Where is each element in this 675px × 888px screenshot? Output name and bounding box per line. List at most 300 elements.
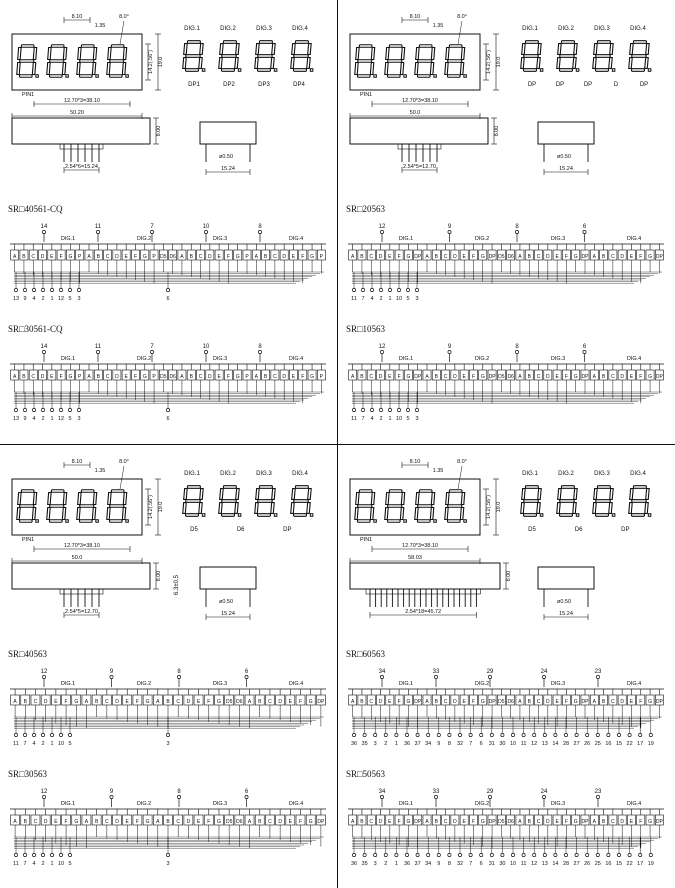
segment-label: A bbox=[12, 374, 17, 380]
dim-dp-spacing bbox=[402, 14, 428, 23]
standoff-bar bbox=[366, 589, 480, 594]
segment bbox=[445, 507, 448, 519]
segment bbox=[415, 62, 418, 74]
pin-terminal bbox=[448, 733, 451, 736]
segment bbox=[561, 486, 574, 489]
segment-label: E bbox=[291, 374, 296, 380]
segment bbox=[461, 47, 464, 59]
common-pin-number: 14 bbox=[40, 344, 48, 350]
pin-terminal bbox=[458, 853, 461, 856]
body-side-outline bbox=[12, 118, 150, 144]
dim-body-depth bbox=[153, 118, 162, 144]
segment bbox=[235, 503, 239, 514]
pin-number: 2 bbox=[384, 861, 388, 867]
pin-terminal bbox=[361, 408, 364, 411]
standoff-bar bbox=[60, 144, 103, 149]
segment bbox=[632, 69, 645, 72]
segment-label: D bbox=[186, 699, 191, 705]
segment-label: P bbox=[245, 374, 249, 380]
segment bbox=[370, 507, 373, 519]
common-pin-terminal bbox=[258, 350, 261, 353]
segment bbox=[122, 507, 125, 519]
pin-terminal bbox=[596, 853, 599, 856]
segment-label: D bbox=[115, 374, 119, 380]
pin-terminal bbox=[564, 853, 567, 856]
pin-terminal bbox=[395, 733, 398, 736]
pin-terminal bbox=[639, 853, 642, 856]
common-pin-number: 24 bbox=[540, 789, 548, 795]
digit-group-label: DIG.4 bbox=[626, 801, 642, 807]
segment bbox=[236, 489, 240, 500]
segment bbox=[295, 41, 308, 44]
display-digit bbox=[355, 490, 377, 522]
pin-number: 28 bbox=[562, 741, 570, 747]
segment bbox=[186, 55, 200, 58]
pin-number: 5 bbox=[406, 296, 410, 302]
segment bbox=[32, 507, 35, 519]
common-pin-number: 9 bbox=[447, 344, 452, 350]
display-digit bbox=[77, 490, 99, 522]
segment-label: F bbox=[301, 254, 305, 260]
common-pin-number: 6 bbox=[582, 344, 587, 350]
pin-number: 31 bbox=[488, 741, 495, 747]
digit-label: DIG.4 bbox=[630, 26, 646, 32]
segment-label: B bbox=[601, 374, 606, 380]
pin-number: 13 bbox=[12, 416, 20, 422]
digit-label: DIG.4 bbox=[630, 471, 646, 477]
pin-number: 5 bbox=[68, 861, 72, 867]
pin-number: 3 bbox=[77, 296, 81, 302]
segment-label: C bbox=[105, 699, 109, 705]
segment-label: C bbox=[443, 699, 448, 705]
common-pin-terminal bbox=[434, 795, 437, 798]
segment bbox=[524, 55, 538, 58]
decimal-label: DP bbox=[527, 82, 537, 88]
segment bbox=[629, 503, 633, 514]
segment bbox=[538, 489, 542, 500]
segment bbox=[109, 75, 122, 77]
pin-number: 2 bbox=[379, 416, 383, 422]
segment-label: C bbox=[198, 254, 203, 260]
segment-label: G bbox=[406, 819, 411, 825]
segment-label: C bbox=[105, 374, 110, 380]
decimal-point bbox=[274, 514, 277, 517]
common-pin-terminal bbox=[448, 230, 451, 233]
decimal-point bbox=[310, 514, 313, 517]
common-pin-number: 33 bbox=[432, 669, 440, 675]
decimal-point bbox=[238, 514, 241, 517]
pin-number: 16 bbox=[605, 741, 612, 747]
pin-terminal bbox=[480, 853, 483, 856]
dim-segment-width: 1.35 bbox=[432, 468, 444, 474]
pin-number: 2 bbox=[41, 861, 45, 867]
pin-terminal bbox=[14, 733, 17, 736]
segment bbox=[597, 41, 610, 44]
pin-number: 16 bbox=[605, 861, 612, 867]
digit-group-label: DIG.1 bbox=[398, 236, 414, 242]
segment bbox=[630, 489, 634, 500]
segment-label: A bbox=[254, 374, 258, 380]
decimal-point bbox=[648, 69, 651, 72]
segment-label: C bbox=[369, 819, 374, 825]
pin-terminal bbox=[448, 853, 451, 856]
segment bbox=[92, 62, 95, 74]
common-pin-terminal bbox=[204, 350, 207, 353]
pin-number: 3 bbox=[77, 416, 81, 422]
segment-label: G bbox=[406, 374, 411, 380]
dim-segment-width: 1.35 bbox=[432, 23, 444, 29]
decimal-point bbox=[66, 520, 68, 522]
common-pin-number: 9 bbox=[109, 669, 114, 675]
pin-number: 37 bbox=[414, 861, 421, 867]
segment-label: A bbox=[87, 374, 91, 380]
display-digit bbox=[355, 45, 377, 77]
dimension-label: 8.10 bbox=[71, 459, 83, 465]
pin-terminal bbox=[363, 853, 366, 856]
pin-number: 11 bbox=[520, 741, 527, 747]
segment-label: G bbox=[480, 254, 485, 260]
pin-terminal bbox=[416, 853, 419, 856]
segment bbox=[122, 62, 125, 74]
pin-number: 27 bbox=[573, 741, 580, 747]
segment-label: E bbox=[555, 699, 559, 705]
dim-digit-height bbox=[145, 489, 154, 525]
segment-label: D bbox=[282, 254, 286, 260]
pin-number: 6 bbox=[166, 416, 170, 422]
pin-terminal bbox=[575, 733, 578, 736]
pin-terminal bbox=[586, 853, 589, 856]
segment-map-digit bbox=[255, 486, 277, 517]
pin-terminal bbox=[68, 408, 71, 411]
pin-terminal bbox=[522, 853, 525, 856]
model-name: SR□60563 bbox=[346, 649, 385, 659]
angle-leader bbox=[458, 21, 462, 44]
segment-label: D bbox=[278, 819, 282, 825]
dim-segment-width: 1.35 bbox=[94, 23, 106, 29]
common-pin-terminal bbox=[245, 675, 248, 678]
display-digit bbox=[47, 490, 69, 522]
pin-terminal bbox=[405, 733, 408, 736]
pin-number: 15 bbox=[615, 741, 623, 747]
model-name: SR□30561-CQ bbox=[8, 324, 63, 334]
segment-label: G bbox=[217, 699, 221, 705]
segment-label: F bbox=[564, 254, 568, 260]
segment-label: E bbox=[555, 819, 559, 825]
pin-terminal bbox=[23, 733, 26, 736]
digit-label: DIG.2 bbox=[558, 26, 574, 32]
digit-group-label: DIG.2 bbox=[474, 236, 490, 242]
segment-label: DP bbox=[655, 374, 663, 380]
segment bbox=[32, 62, 35, 74]
dim-row-pitch bbox=[544, 611, 588, 620]
segment-label: E bbox=[50, 374, 54, 380]
segment-label: G bbox=[573, 254, 578, 260]
dim-dp-spacing bbox=[402, 459, 428, 468]
segment-label: D bbox=[453, 699, 457, 705]
segment bbox=[183, 58, 187, 69]
dim-digit-pitch bbox=[34, 98, 130, 107]
pin-terminal bbox=[543, 853, 546, 856]
segment bbox=[633, 486, 646, 489]
digit-label: DIG.2 bbox=[220, 26, 236, 32]
digit-label: DIG.3 bbox=[256, 26, 272, 32]
front-view bbox=[350, 459, 502, 564]
common-pin-terminal bbox=[42, 230, 45, 233]
segment bbox=[21, 45, 34, 47]
segment-label: F bbox=[397, 699, 401, 705]
decimal-point bbox=[434, 75, 436, 77]
common-pin-terminal bbox=[177, 795, 180, 798]
segment-label: A bbox=[425, 819, 429, 825]
segment-label: D6 bbox=[507, 699, 514, 705]
segment-label: A bbox=[592, 254, 596, 260]
pin-terminal bbox=[501, 733, 504, 736]
common-pin-terminal bbox=[380, 350, 383, 353]
segment-label: D5 bbox=[225, 819, 233, 825]
pin-terminal bbox=[370, 408, 373, 411]
segment bbox=[400, 62, 403, 74]
pin-number: 7 bbox=[23, 741, 27, 747]
pin-terminal bbox=[59, 408, 62, 411]
segment bbox=[220, 489, 224, 500]
common-pin-terminal bbox=[380, 675, 383, 678]
pin-number: 34 bbox=[425, 741, 432, 747]
segment-label: D bbox=[208, 374, 212, 380]
segment bbox=[371, 492, 374, 504]
dim-digit-height bbox=[483, 489, 492, 525]
segment-map-view bbox=[183, 26, 313, 88]
dimension-label: 15.24 bbox=[559, 611, 573, 617]
segment-label: P bbox=[78, 254, 82, 260]
segment-label: F bbox=[207, 819, 211, 825]
decimal-point bbox=[464, 520, 466, 522]
segment bbox=[62, 62, 65, 74]
pin-terminal bbox=[68, 288, 71, 291]
pin-number: 7 bbox=[469, 741, 473, 747]
segment bbox=[574, 489, 578, 500]
segment bbox=[81, 45, 94, 47]
segment bbox=[461, 492, 464, 504]
segment bbox=[521, 58, 525, 69]
pin-terminal bbox=[543, 733, 546, 736]
segment-label: E bbox=[125, 699, 129, 705]
pin-terminal bbox=[511, 733, 514, 736]
segment bbox=[63, 47, 66, 59]
segment-label: F bbox=[471, 819, 476, 825]
segment-label: C bbox=[176, 699, 181, 705]
side-view bbox=[12, 563, 180, 618]
pin-terminal bbox=[68, 853, 71, 856]
segment bbox=[20, 505, 34, 507]
pin-terminal bbox=[41, 733, 44, 736]
pin-number: 11 bbox=[520, 861, 527, 867]
segment-label: G bbox=[74, 819, 79, 825]
segment bbox=[295, 486, 308, 489]
pin-terminal bbox=[59, 853, 62, 856]
segment bbox=[187, 41, 200, 44]
segment bbox=[183, 503, 187, 514]
decimal-point bbox=[202, 69, 205, 72]
segment-label: DP bbox=[655, 699, 663, 705]
segment-label: A bbox=[87, 254, 91, 260]
segment bbox=[560, 500, 574, 503]
segment bbox=[63, 492, 66, 504]
segment-label: D5 bbox=[160, 254, 167, 260]
segment bbox=[222, 69, 235, 72]
segment-label: B bbox=[601, 819, 606, 825]
pin-terminal bbox=[23, 853, 26, 856]
pin-number: 25 bbox=[594, 861, 601, 867]
pin-number: 2 bbox=[379, 296, 383, 302]
segment-label: F bbox=[471, 699, 476, 705]
common-pin-terminal bbox=[110, 675, 113, 678]
segment-label: A bbox=[592, 819, 596, 825]
segment-label: F bbox=[564, 699, 568, 705]
common-pin-number: 12 bbox=[378, 224, 386, 230]
segment bbox=[448, 505, 462, 507]
segment-label: G bbox=[142, 254, 147, 260]
segment-label: G bbox=[648, 699, 653, 705]
angle-leader bbox=[120, 21, 124, 44]
segment-label: E bbox=[629, 254, 634, 260]
pin-number: 2 bbox=[41, 296, 45, 302]
dimension-label: 8.10 bbox=[409, 459, 421, 465]
segment bbox=[272, 44, 276, 55]
decimal-point bbox=[36, 520, 38, 522]
segment bbox=[294, 514, 307, 517]
segment-label: C bbox=[105, 819, 109, 825]
dim-slant-angle: 8.0° bbox=[457, 459, 467, 465]
segment-label: D bbox=[40, 374, 45, 380]
display-digit bbox=[415, 45, 437, 77]
segment-label: D6 bbox=[507, 374, 514, 380]
segment-label: E bbox=[124, 254, 128, 260]
pin-terminal bbox=[501, 853, 504, 856]
dim-pin-diameter: ø0.50 bbox=[556, 154, 572, 160]
dimension-label: 58.03 bbox=[408, 555, 422, 561]
segment-label: A bbox=[518, 374, 522, 380]
pin-terminal bbox=[384, 853, 387, 856]
segment-map-digit bbox=[521, 486, 543, 517]
pin-number: 32 bbox=[456, 741, 464, 747]
pin-number: 35 bbox=[361, 861, 368, 867]
schematic-block bbox=[8, 324, 326, 422]
segment-label: E bbox=[50, 254, 54, 260]
pin-terminal bbox=[50, 288, 53, 291]
segment bbox=[123, 492, 126, 504]
pin-number: 3 bbox=[415, 416, 419, 422]
pin-number: 4 bbox=[370, 296, 374, 302]
dim-slant-angle: 8.0° bbox=[457, 14, 467, 20]
common-pin-terminal bbox=[542, 675, 545, 678]
segment bbox=[537, 58, 541, 69]
dimension-label: 12.70*3=38.10 bbox=[402, 543, 438, 549]
segment-label: B bbox=[360, 699, 364, 705]
pin-terminal bbox=[41, 853, 44, 856]
segment-label: C bbox=[369, 254, 374, 260]
dim-pin-pitch bbox=[64, 164, 99, 173]
common-pin-terminal bbox=[42, 795, 45, 798]
segment-label: D bbox=[453, 819, 457, 825]
segment bbox=[92, 507, 95, 519]
schematic-block bbox=[346, 769, 664, 867]
dimension-label: 50.0 bbox=[71, 555, 83, 561]
segment bbox=[389, 45, 402, 47]
pin-terminal bbox=[50, 408, 53, 411]
common-pin-number: 23 bbox=[594, 669, 602, 675]
pin-number: 11 bbox=[351, 416, 357, 422]
segment-label: B bbox=[360, 374, 364, 380]
digit-label: DIG.3 bbox=[256, 471, 272, 477]
dim-digit-pitch bbox=[372, 543, 468, 552]
segment-label: DP bbox=[414, 699, 422, 705]
pin-number: 6 bbox=[166, 296, 170, 302]
decimal-point bbox=[274, 69, 277, 72]
decimal-label: D5 bbox=[528, 527, 536, 533]
pin-number: 9 bbox=[437, 741, 441, 747]
segment-label: F bbox=[207, 699, 211, 705]
segment bbox=[358, 60, 372, 62]
body-side-outline bbox=[350, 118, 488, 144]
pin-terminal bbox=[32, 408, 35, 411]
segment bbox=[632, 55, 646, 58]
segment-label: F bbox=[226, 254, 230, 260]
segment bbox=[255, 503, 259, 514]
segment bbox=[48, 492, 51, 504]
pin-terminal bbox=[384, 733, 387, 736]
pin-number: 1 bbox=[388, 296, 392, 302]
pin-number: 6 bbox=[479, 741, 483, 747]
standoff-bar bbox=[60, 589, 103, 594]
pin-terminal bbox=[415, 408, 418, 411]
pin-number: 10 bbox=[57, 741, 65, 747]
segment-label: P bbox=[319, 254, 324, 260]
segment-label: D bbox=[115, 699, 119, 705]
pin-number: 13 bbox=[541, 741, 548, 747]
segment bbox=[123, 47, 126, 59]
decimal-point bbox=[464, 75, 466, 77]
dimension-label: 50.20 bbox=[70, 110, 84, 116]
dimension-label: 19.0 bbox=[158, 501, 164, 513]
segment-label: D bbox=[43, 699, 48, 705]
segment bbox=[110, 60, 124, 62]
pin-terminal bbox=[77, 408, 80, 411]
segment-label: B bbox=[360, 819, 364, 825]
display-digit bbox=[107, 45, 129, 77]
segment-label: E bbox=[54, 819, 58, 825]
common-pin-terminal bbox=[380, 230, 383, 233]
front-view bbox=[350, 14, 502, 119]
segment-label: E bbox=[196, 819, 201, 825]
segment-label: D bbox=[43, 819, 48, 825]
segment bbox=[80, 60, 94, 62]
pin-terminal bbox=[352, 733, 355, 736]
segment-label: D bbox=[620, 374, 624, 380]
common-pin-number: 11 bbox=[94, 224, 102, 230]
segment-label: F bbox=[639, 254, 643, 260]
pin-number: 30 bbox=[499, 861, 506, 867]
pin-terminal bbox=[166, 288, 169, 291]
segment-label: A bbox=[180, 254, 184, 260]
pin-number: 22 bbox=[626, 861, 633, 867]
digit-group-label: DIG.3 bbox=[550, 236, 566, 242]
pin-number: 13 bbox=[12, 296, 20, 302]
pin-number: 1 bbox=[50, 416, 54, 422]
pin-number: 26 bbox=[584, 741, 591, 747]
segment bbox=[359, 45, 372, 47]
angle-leader bbox=[458, 466, 462, 489]
segment-label: B bbox=[601, 254, 606, 260]
